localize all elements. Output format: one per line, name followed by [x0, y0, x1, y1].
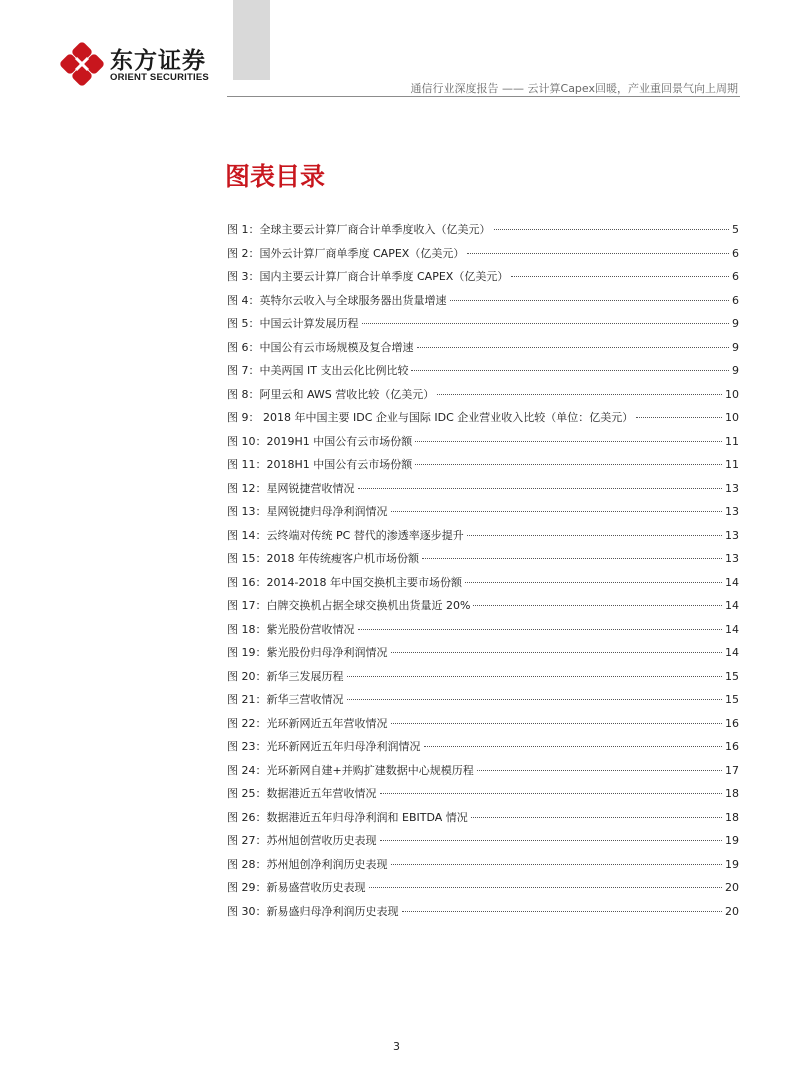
toc-entry[interactable]	[227, 597, 739, 621]
toc-entry-page[interactable]: 15	[725, 693, 739, 706]
dot-leader	[380, 793, 723, 794]
toc-entry-label[interactable]: 图 9： 2018 年中国主要 IDC 企业与国际 IDC 企业营业收入比较（单位：亿美元）	[227, 411, 634, 424]
toc-entry-page[interactable]: 5	[732, 223, 739, 236]
toc-entry-label[interactable]: 图 15：2018 年传统瘦客户机市场份额	[227, 552, 419, 565]
brand-name-cn: 东方证券	[110, 48, 206, 74]
header-divider	[227, 96, 740, 97]
dot-leader	[415, 464, 722, 465]
toc-entry-label[interactable]: 图 3：国内主要云计算厂商合计单季度 CAPEX（亿美元）	[227, 270, 509, 283]
toc-entry-page[interactable]: 20	[725, 881, 739, 894]
toc-entry-label[interactable]: 图 5：中国云计算发展历程	[227, 317, 359, 330]
toc-entry-label[interactable]: 图 21：新华三营收情况	[227, 693, 344, 706]
toc-entry-label[interactable]: 图 25：数据港近五年营收情况	[227, 787, 377, 800]
toc-entry[interactable]	[227, 809, 739, 833]
toc-entry-page[interactable]: 9	[732, 364, 739, 377]
toc-entry-label[interactable]: 图 16：2014-2018 年中国交换机主要市场份额	[227, 575, 462, 589]
page-title: 图表目录	[225, 162, 326, 191]
toc-entry-label[interactable]: 图 22：光环新网近五年营收情况	[227, 716, 388, 730]
toc-entry[interactable]	[227, 621, 739, 645]
toc-entry-page[interactable]: 19	[725, 857, 739, 871]
toc-entry-page[interactable]: 17	[725, 763, 739, 777]
dot-leader	[380, 840, 723, 841]
toc-entry-label[interactable]: 图 13：星网锐捷归母净利润情况	[227, 505, 388, 518]
figure-list	[227, 221, 739, 926]
toc-entry-page[interactable]: 9	[732, 340, 739, 354]
dot-leader	[494, 229, 730, 230]
toc-entry-page[interactable]: 16	[725, 740, 739, 753]
toc-entry-label[interactable]: 图 23：光环新网近五年归母净利润情况	[227, 740, 421, 753]
toc-entry[interactable]	[227, 268, 739, 292]
toc-entry[interactable]	[227, 785, 739, 809]
header-decor-bar	[233, 0, 270, 80]
dot-leader	[411, 370, 729, 371]
toc-entry-label[interactable]: 图 12：星网锐捷营收情况	[227, 481, 355, 495]
orient-logo-icon	[60, 42, 104, 86]
dot-leader	[636, 417, 722, 418]
toc-entry-label[interactable]: 图 29：新易盛营收历史表现	[227, 881, 366, 894]
toc-entry[interactable]	[227, 527, 739, 551]
company-logo	[60, 42, 230, 90]
toc-entry[interactable]	[227, 574, 739, 598]
toc-entry[interactable]	[227, 315, 739, 339]
toc-entry[interactable]	[227, 409, 739, 433]
page-number: 3	[393, 1040, 400, 1053]
toc-entry-page[interactable]: 10	[725, 387, 739, 401]
toc-entry-label[interactable]: 图 27：苏州旭创营收历史表现	[227, 834, 377, 847]
dot-leader	[437, 394, 722, 395]
dot-leader	[358, 488, 723, 489]
toc-entry-page[interactable]: 14	[725, 599, 739, 612]
dot-leader	[471, 817, 722, 818]
toc-entry-label[interactable]: 图 6：中国公有云市场规模及复合增速	[227, 340, 414, 354]
dot-leader	[467, 535, 722, 536]
dot-leader	[424, 746, 723, 747]
toc-entry-page[interactable]: 13	[725, 552, 739, 565]
toc-entry-page[interactable]: 20	[725, 904, 739, 918]
toc-entry-page[interactable]: 14	[725, 646, 739, 659]
toc-entry-label[interactable]: 图 8：阿里云和 AWS 营收比较（亿美元）	[227, 387, 435, 401]
dot-leader	[402, 911, 723, 912]
toc-entry[interactable]	[227, 456, 739, 480]
toc-entry-page[interactable]: 10	[725, 411, 739, 424]
toc-entry[interactable]	[227, 433, 739, 457]
toc-entry[interactable]	[227, 832, 739, 856]
toc-entry[interactable]	[227, 339, 739, 363]
toc-entry-page[interactable]: 6	[732, 246, 739, 260]
toc-entry-page[interactable]: 6	[732, 270, 739, 283]
toc-entry-label[interactable]: 图 28：苏州旭创净利润历史表现	[227, 857, 388, 871]
brand-name-en: ORIENT SECURITIES	[110, 72, 209, 83]
toc-entry-page[interactable]: 18	[725, 810, 739, 824]
toc-entry[interactable]	[227, 644, 739, 668]
dot-leader	[465, 582, 722, 583]
dot-leader	[417, 347, 730, 348]
toc-entry-page[interactable]: 14	[725, 622, 739, 636]
dot-leader	[391, 864, 723, 865]
toc-entry[interactable]	[227, 245, 739, 269]
toc-entry[interactable]	[227, 715, 739, 739]
dot-leader	[473, 605, 722, 606]
toc-entry[interactable]	[227, 550, 739, 574]
toc-entry-label[interactable]: 图 4：英特尔云收入与全球服务器出货量增速	[227, 293, 447, 307]
toc-entry-label[interactable]: 图 18：紫光股份营收情况	[227, 622, 355, 636]
toc-entry-page[interactable]: 6	[732, 293, 739, 307]
dot-leader	[477, 770, 722, 771]
toc-entry[interactable]	[227, 879, 739, 903]
toc-entry[interactable]	[227, 738, 739, 762]
dot-leader	[391, 652, 723, 653]
toc-entry-label[interactable]: 图 7：中美两国 IT 支出云化比例比较	[227, 364, 409, 377]
toc-entry[interactable]	[227, 668, 739, 692]
toc-entry-label[interactable]: 图 20：新华三发展历程	[227, 669, 344, 683]
toc-entry-page[interactable]: 16	[725, 716, 739, 730]
toc-entry[interactable]	[227, 292, 739, 316]
dot-leader	[358, 629, 723, 630]
toc-entry-page[interactable]: 11	[725, 458, 739, 471]
toc-entry-label[interactable]: 图 17：白牌交换机占据全球交换机出货量近 20%	[227, 599, 471, 612]
toc-entry[interactable]	[227, 856, 739, 880]
toc-entry-label[interactable]: 图 26：数据港近五年归母净利润和 EBITDA 情况	[227, 810, 468, 824]
toc-entry-label[interactable]: 图 19：紫光股份归母净利润情况	[227, 646, 388, 659]
dot-leader	[369, 887, 723, 888]
toc-entry[interactable]	[227, 762, 739, 786]
toc-entry-page[interactable]: 11	[725, 434, 739, 448]
dot-leader	[422, 558, 722, 559]
dot-leader	[362, 323, 730, 324]
toc-entry[interactable]	[227, 480, 739, 504]
toc-entry[interactable]	[227, 691, 739, 715]
report-header: 通信行业深度报告 —— 云计算Capex回暖，产业重回景气向上周期	[410, 82, 738, 95]
toc-entry-label[interactable]: 图 2：国外云计算厂商单季度 CAPEX（亿美元）	[227, 246, 465, 260]
toc-entry-page[interactable]: 15	[725, 669, 739, 683]
toc-entry-label[interactable]: 图 30：新易盛归母净利润历史表现	[227, 904, 399, 918]
dot-leader	[391, 723, 723, 724]
toc-entry-page[interactable]: 9	[732, 317, 739, 330]
dot-leader	[391, 511, 723, 512]
toc-entry-page[interactable]: 13	[725, 481, 739, 495]
toc-entry[interactable]	[227, 362, 739, 386]
toc-entry-page[interactable]: 13	[725, 528, 739, 542]
dot-leader	[511, 276, 729, 277]
dot-leader	[347, 699, 723, 700]
toc-entry-page[interactable]: 14	[725, 575, 739, 589]
toc-entry[interactable]	[227, 503, 739, 527]
toc-entry[interactable]	[227, 903, 739, 927]
dot-leader	[450, 300, 730, 301]
toc-entry-page[interactable]: 18	[725, 787, 739, 800]
dot-leader	[467, 253, 729, 254]
toc-entry[interactable]	[227, 386, 739, 410]
toc-entry-label[interactable]: 图 24：光环新网自建+并购扩建数据中心规模历程	[227, 763, 474, 777]
toc-entry-label[interactable]: 图 11：2018H1 中国公有云市场份额	[227, 458, 413, 471]
dot-leader	[415, 441, 722, 442]
toc-entry-label[interactable]: 图 14：云终端对传统 PC 替代的渗透率逐步提升	[227, 528, 464, 542]
toc-entry-label[interactable]: 图 1：全球主要云计算厂商合计单季度收入（亿美元）	[227, 223, 491, 236]
toc-entry-label[interactable]: 图 10：2019H1 中国公有云市场份额	[227, 434, 413, 448]
toc-entry[interactable]	[227, 221, 739, 245]
toc-entry-page[interactable]: 13	[725, 505, 739, 518]
dot-leader	[347, 676, 723, 677]
toc-entry-page[interactable]: 19	[725, 834, 739, 847]
